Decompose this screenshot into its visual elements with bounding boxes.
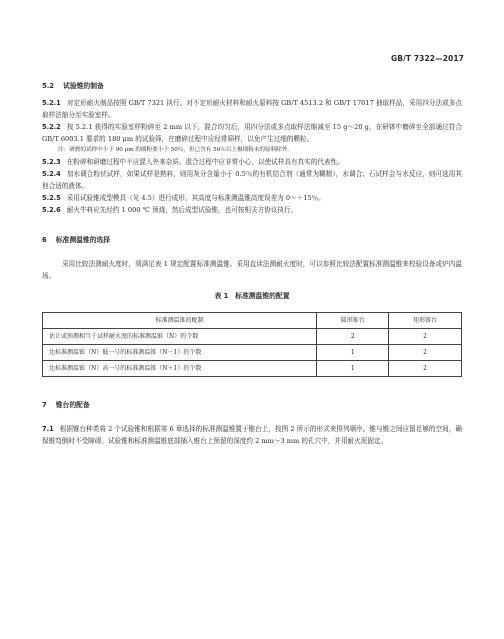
- table-row: [43, 329, 462, 345]
- paragraph-5-2-2: [42, 121, 462, 145]
- table-cell: 1: [317, 345, 389, 361]
- paragraph-5-2-6: [42, 204, 462, 216]
- section-heading-5-2: [42, 80, 462, 92]
- table-header-cell: 标准测温锥的配制: [43, 313, 317, 329]
- clause-text: 采用试验锥成型模具（见 4.5）进行成形，其高度与标准测温锥高度误差为 0～＋15％。: [66, 194, 325, 202]
- clause-number: 5.2.6: [42, 206, 61, 214]
- document-body: [42, 80, 462, 447]
- clause-text: 耐火牛料应先经约 1 000 ℃ 预烧，然后成型试验锥，也可按相关方协议执行。: [66, 206, 298, 214]
- document-code: GB/T 7322—2017: [391, 54, 464, 63]
- table-header-row: [43, 313, 462, 329]
- table-cell: 2: [389, 329, 462, 345]
- clause-number: 5.2.4: [42, 170, 61, 178]
- section-number: 7: [42, 401, 47, 409]
- note-5-2-2: 注：研磨的试样中小于 90 μm 的细粉要小于 50％，但已含有 50％以上极细粉末的原料除外。: [58, 147, 293, 153]
- section-title: 试验锥的制备: [63, 82, 104, 90]
- table-cell: 估计或预测相当于试样耐火度的标准测温锥（N）的个数: [43, 329, 317, 345]
- clause-text: 按 5.2.1 获得的实验室样粉碎至 2 mm 以下，混合均匀后，用四分法或多点取样法缩减至 15 g～20 g，在研钵中磨碎至全部通过符合 GB/T 6003.1 要求的 180 μm 的试验筛，在磨碎过程中应经常筛样，以免产生过细的颗粒。: [42, 123, 462, 143]
- clause-number: 5.2.2: [42, 123, 61, 131]
- clause-text: 在粉碎和研磨过程中不应混入外来杂质。混合过程中应非常小心，以使试样具有真实的代表性。: [66, 158, 344, 166]
- paragraph-5-2-5: [42, 192, 462, 204]
- section-number: 6: [42, 236, 47, 244]
- paragraph-5-2-4: [42, 168, 462, 192]
- section-title: 锥台的配备: [55, 401, 90, 409]
- section-number: 5.2: [42, 82, 55, 90]
- clause-number: 7.1: [42, 425, 54, 433]
- table-header-cell: 矩形锥台: [389, 313, 462, 329]
- section-heading-6: [42, 234, 462, 246]
- section-title: 标准测温锥的选择: [55, 236, 111, 244]
- table-row: [43, 345, 462, 361]
- paragraph-5-2-3: [42, 156, 462, 168]
- clause-text: 根据锥台种类将 2 个试验锥和根据第 6 章选择的标准测温锥置于锥台上，按图 2 所示的形式来排列顺序。锥与锥之间应留足够的空间，确保锥弯倒时不受障碍。试验锥和标准测温锥底部插入锥台上预留的深度约 2 mm～3 mm 的孔穴中，并用耐火泥固定。: [42, 425, 462, 445]
- table-cell: 比标准测温锥（N）高一号的标准测温锥（N＋1）的个数: [43, 361, 317, 377]
- table-cell: 1: [317, 361, 389, 377]
- table-header-cell: 圆形锥台: [317, 313, 389, 329]
- clause-number: 5.2.3: [42, 158, 61, 166]
- cone-configuration-table: [42, 312, 462, 377]
- table-cell: 2: [389, 361, 462, 377]
- table-cell: 2: [317, 329, 389, 345]
- table-row: [43, 361, 462, 377]
- clause-text: 加水调合粉状试样，如果试样是熟料，则用灰分含量小于 0.5％的有机结合剂（通常为糊精），水调合；石试样会与水反应，则可选用其他合适的液体。: [42, 170, 462, 190]
- section-heading-7: [42, 399, 462, 411]
- table-title: 表 1 标准测温锥的配置: [214, 292, 290, 300]
- clause-text: 对定形耐火制品按照 GB/T 7321 执行。对不定形耐火材料和耐火原料按 GB/T 4513.2 和 GB/T 17617 抽取样品，采用四分法或多点取样法缩分至实验室样。: [42, 99, 462, 119]
- paragraph-5-2-1: [42, 97, 462, 121]
- clause-number: 5.2.5: [42, 194, 61, 202]
- table-cell: 比标准测温锥（N）低一号的标准测温锥（N－1）的个数: [43, 345, 317, 361]
- section-6-body: 采用比较法测耐火度时，须满足表 1 规定配置标准测温锥。采用直读法测耐火度时，可以参照比较法配置标准测温锥来校验设备或炉内温场。: [42, 260, 462, 280]
- clause-number: 5.2.1: [42, 99, 61, 107]
- paragraph-7-1: [42, 423, 462, 447]
- table-cell: 2: [389, 345, 462, 361]
